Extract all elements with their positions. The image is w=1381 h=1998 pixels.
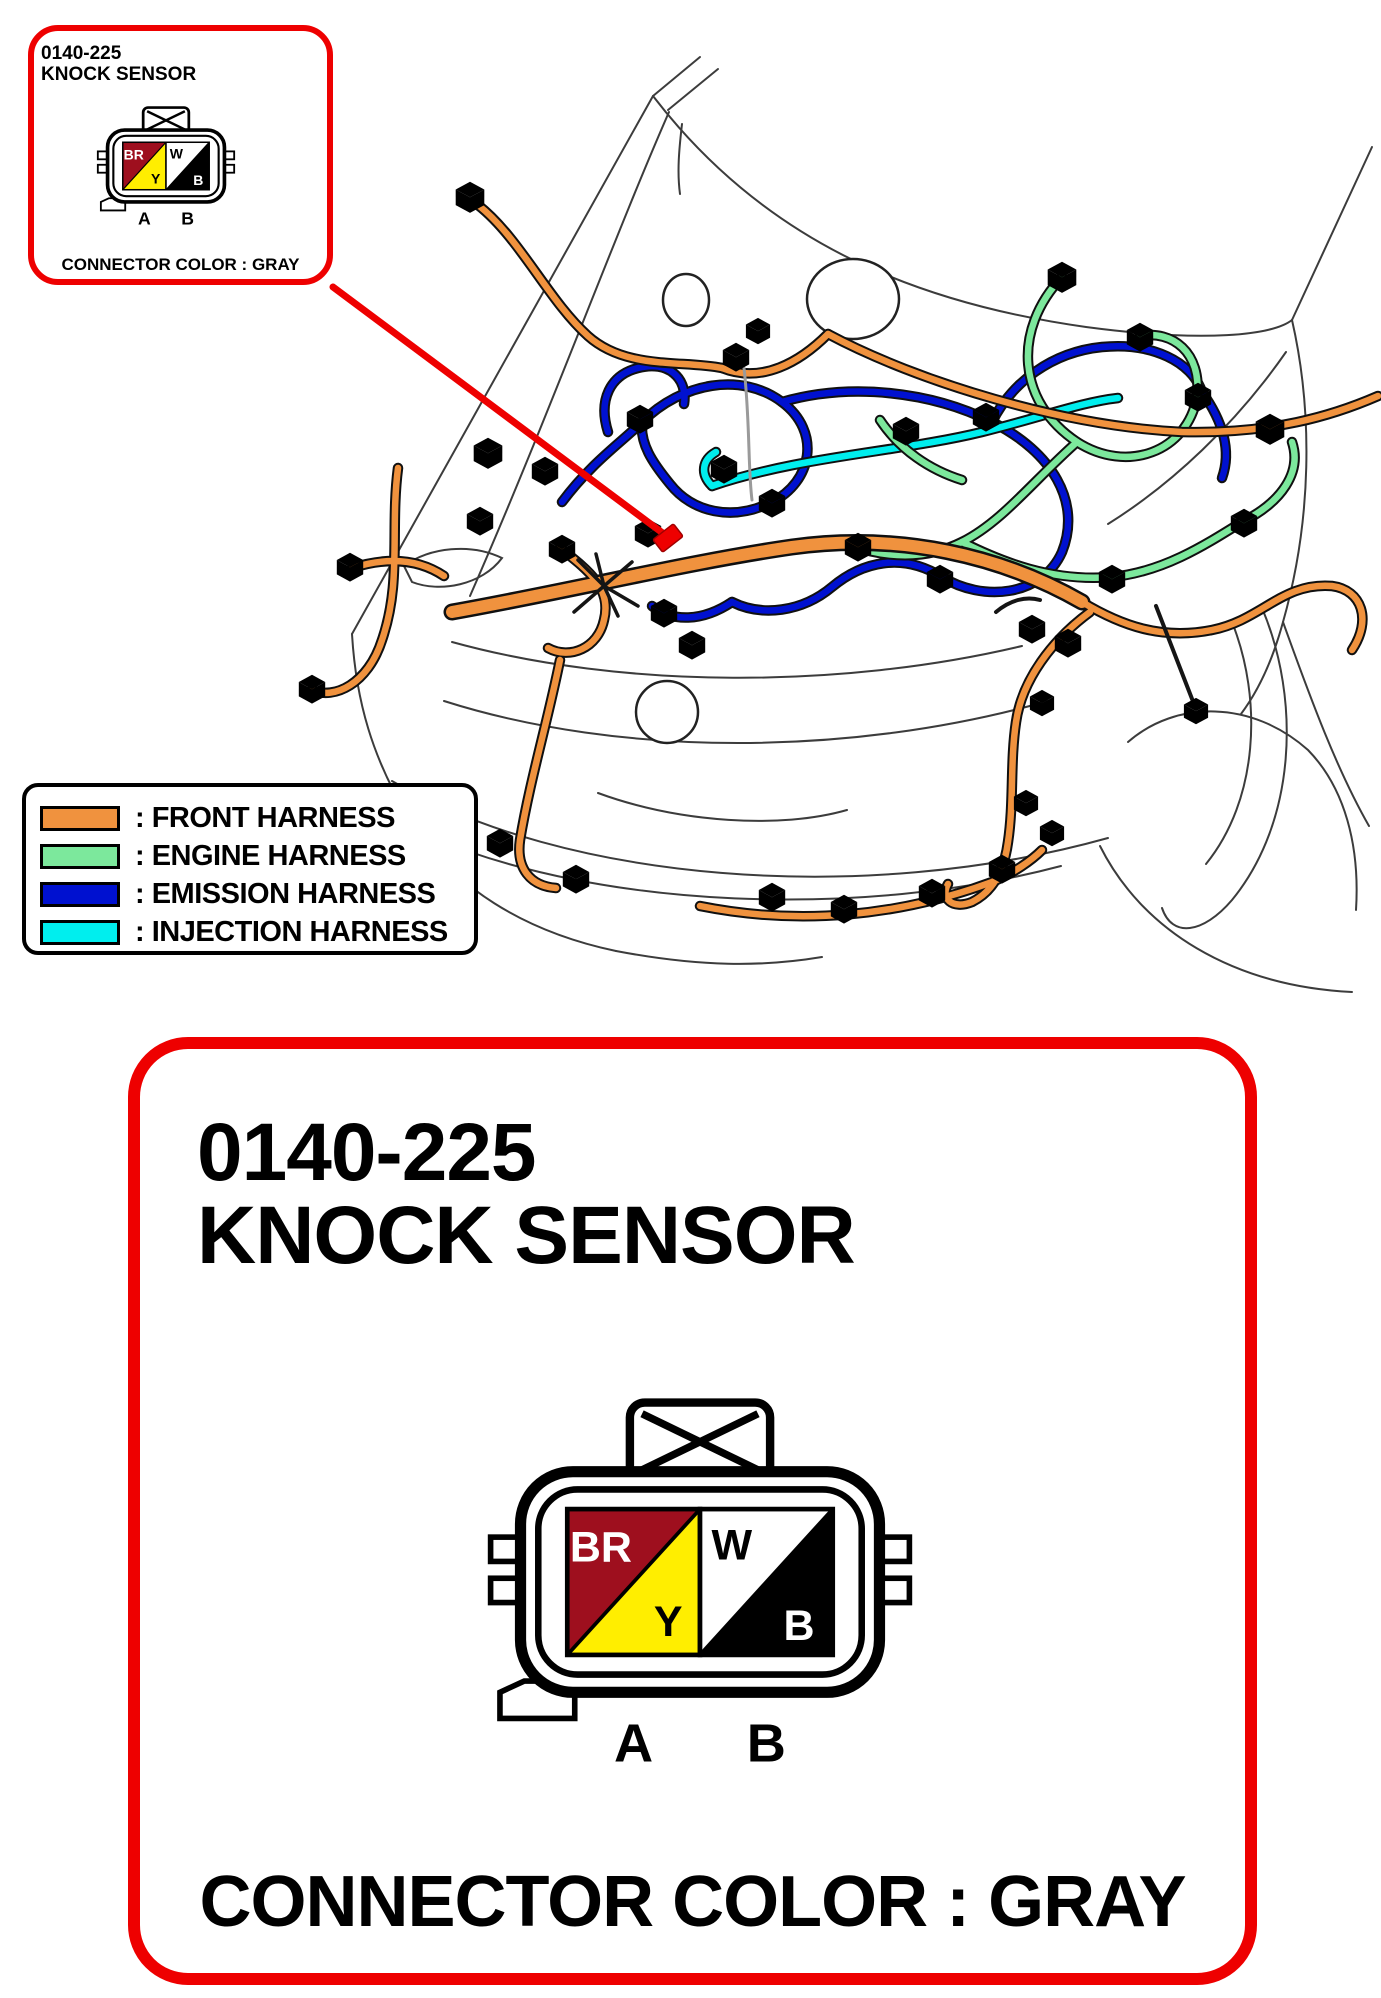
cavity-a xyxy=(123,142,166,189)
pin-a-top-label: BR xyxy=(569,1523,632,1572)
callout-code: 0140-225 xyxy=(41,43,122,64)
legend-swatch-emission xyxy=(40,882,120,907)
emblem xyxy=(663,274,709,326)
cavity-a-position: A xyxy=(138,208,151,227)
pin-a-bottom-label: Y xyxy=(653,1598,683,1647)
legend-swatch-engine xyxy=(40,844,120,869)
pin-b-top-label: W xyxy=(169,145,183,162)
connector-diagram-small xyxy=(96,105,236,227)
legend-item-injection xyxy=(40,913,474,951)
pin-b-top-label: W xyxy=(711,1521,753,1570)
legend-item-engine xyxy=(40,837,474,875)
detail-code: 0140-225 xyxy=(197,1107,536,1198)
cavity-b-position: B xyxy=(746,1713,786,1769)
cavity-b-position: B xyxy=(181,208,194,227)
legend-swatch-front xyxy=(40,806,120,831)
detail-connector-color: CONNECTOR COLOR : GRAY xyxy=(199,1862,1186,1942)
harness-legend xyxy=(22,783,478,955)
legend-item-front xyxy=(40,799,474,837)
cavity-a xyxy=(567,1509,700,1655)
callout-name: KNOCK SENSOR xyxy=(41,64,197,85)
legend-swatch-injection xyxy=(40,920,120,945)
legend-label-emission: : EMISSION HARNESS xyxy=(135,877,436,910)
legend-label-front: : FRONT HARNESS xyxy=(135,801,395,834)
cavity-a-position: A xyxy=(614,1713,654,1769)
connector-diagram-large xyxy=(485,1395,915,1769)
pin-a-top-label: BR xyxy=(123,146,144,163)
air-cleaner xyxy=(807,259,899,339)
cavity-b xyxy=(700,1509,833,1655)
pin-a-bottom-label: Y xyxy=(150,170,161,187)
callout-connector-color: CONNECTOR COLOR : GRAY xyxy=(61,255,300,274)
cavity-b xyxy=(166,142,209,189)
legend-label-engine: : ENGINE HARNESS xyxy=(135,839,406,872)
pin-b-bottom-label: B xyxy=(783,1601,815,1650)
callout-title xyxy=(41,43,196,85)
legend-item-emission xyxy=(40,875,474,913)
detail-name: KNOCK SENSOR xyxy=(197,1190,855,1281)
detail-title xyxy=(197,1107,855,1281)
pin-b-bottom-label: B xyxy=(193,171,204,188)
callout-box xyxy=(28,25,333,285)
detail-box xyxy=(128,1037,1257,1985)
fog-lamp xyxy=(636,681,698,743)
legend-label-injection: : INJECTION HARNESS xyxy=(135,915,448,948)
